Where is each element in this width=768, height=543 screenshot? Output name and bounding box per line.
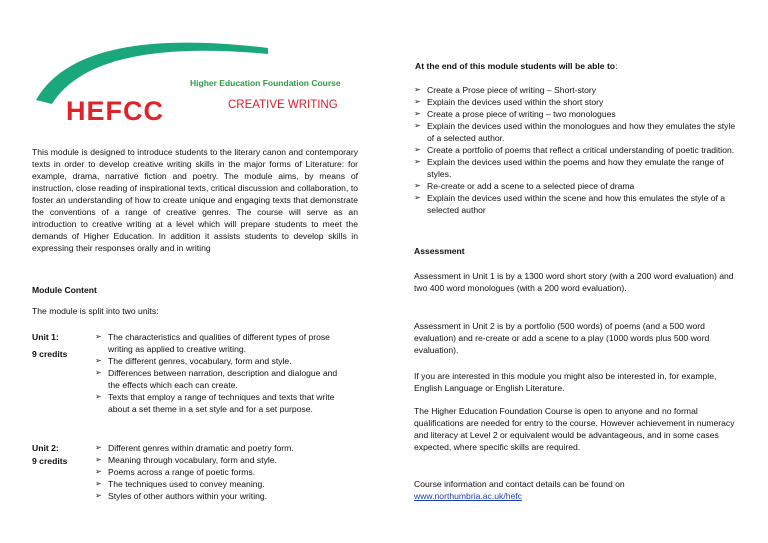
- outcomes-heading: [415, 60, 617, 72]
- arrow-bullet-icon: ➢: [95, 392, 102, 401]
- assessment-heading: Assessment: [414, 246, 465, 256]
- contact-text: Course information and contact details can be found on: [414, 479, 625, 489]
- assessment-unit-2: Assessment in Unit 2 is by a portfolio (500 words) of poems (and a 500 word evaluation) and re-create or add a scene to a play (1000 words plus 500 word evaluation).: [414, 321, 710, 355]
- list-item: ➢ Different genres within dramatic and poetry form.: [95, 443, 294, 453]
- list-item: ➢ Create a Prose piece of writing – Short-story: [414, 85, 597, 95]
- arrow-bullet-icon: ➢: [414, 97, 421, 106]
- unit-2-name: Unit 2:: [32, 443, 59, 453]
- outcomes-heading-text: At the end of this module students will be able to: [415, 61, 616, 71]
- arrow-bullet-icon: ➢: [95, 491, 102, 500]
- arrow-bullet-icon: ➢: [95, 455, 102, 464]
- module-content-heading: Module Content: [32, 285, 97, 295]
- arrow-bullet-icon: ➢: [95, 368, 102, 377]
- arrow-bullet-icon: ➢: [95, 467, 102, 476]
- arrow-bullet-icon: ➢: [414, 121, 421, 130]
- arrow-bullet-icon: ➢: [414, 109, 421, 118]
- list-item: ➢ Explain the devices used within the monologues and how they emulates the style of a selected author.: [414, 121, 736, 143]
- list-item: ➢ Poems across a range of poetic forms.: [95, 467, 256, 477]
- split-text: The module is split into two units:: [32, 306, 159, 316]
- unit-2-list: [95, 442, 345, 502]
- list-item: ➢ Explain the devices used within the short story: [414, 97, 604, 107]
- course-name: Higher Education Foundation Course: [190, 78, 341, 88]
- unit-1-name: Unit 1:: [32, 332, 59, 342]
- logo-text: HEFCC: [66, 96, 164, 126]
- list-item: ➢ Styles of other authors within your writing.: [95, 491, 268, 501]
- unit-1-list: [95, 331, 345, 415]
- list-item: ➢ Create a prose piece of writing – two monologues: [414, 109, 616, 119]
- list-item: ➢ The techniques used to convey meaning.: [95, 479, 265, 489]
- list-item: ➢ Texts that employ a range of techniques and texts that write about a set theme in a set style and for a set purpose.: [95, 392, 335, 414]
- arrow-bullet-icon: ➢: [414, 157, 421, 166]
- arrow-bullet-icon: ➢: [95, 479, 102, 488]
- list-item: ➢ Differences between narration, description and dialogue and the effects which each can create.: [95, 368, 338, 390]
- arrow-bullet-icon: ➢: [95, 332, 102, 341]
- list-item: ➢ Create a portfolio of poems that reflect a critical understanding of poetic tradition.: [414, 145, 735, 155]
- list-item: ➢ Meaning through vocabulary, form and style.: [95, 455, 277, 465]
- contact-link[interactable]: www.northumbria.ac.uk/hefc: [414, 491, 522, 501]
- outcomes-list: [414, 84, 742, 216]
- arrow-bullet-icon: ➢: [414, 85, 421, 94]
- outcomes-heading-colon: :: [615, 61, 618, 71]
- arrow-bullet-icon: ➢: [414, 181, 421, 190]
- interest-text: If you are interested in this module you might also be interested in, for example, English Language or English Literature.: [414, 371, 717, 393]
- assessment-unit-1: Assessment in Unit 1 is by a 1300 word short story (with a 200 word evaluation) and two 400 word monologues (with a 200 word evaluation).: [414, 271, 734, 293]
- list-item: ➢ Explain the devices used within the scene and how this emulates the style of a selected author: [414, 193, 726, 215]
- unit-1-credits: 9 credits: [32, 349, 68, 359]
- list-item: ➢ The characteristics and qualities of different types of prose writing as applied to creative writing.: [95, 332, 330, 354]
- list-item: ➢ Explain the devices used within the poems and how they emulate the range of styles.: [414, 157, 724, 179]
- unit-2-credits: 9 credits: [32, 456, 68, 466]
- arrow-bullet-icon: ➢: [414, 145, 421, 154]
- list-item: ➢ The different genres, vocabulary, form and style.: [95, 356, 292, 366]
- page-title: CREATIVE WRITING: [228, 99, 338, 111]
- list-item: ➢ Re-create or add a scene to a selected piece of drama: [414, 181, 635, 191]
- open-entry-text: The Higher Education Foundation Course is open to anyone and no formal qualifications are needed for entry to the course. However achievement in numeracy and literacy at Level 2 or equivalent would be advantageous, and in some cases expected, where specific skills are required.: [414, 406, 735, 452]
- arrow-bullet-icon: ➢: [95, 443, 102, 452]
- arrow-bullet-icon: ➢: [414, 193, 421, 202]
- intro-paragraph: This module is designed to introduce students to the literary canon and contemporary texts in order to develop creative writing skills in the major forms of Literature: for example, drama, narrative fiction and poetry. The module aims, by means of instruction, close reading of inspirational texts, critical discussion and collaboration, to foster an understanding of how to create unique and engaging texts that demonstrate the conventions of a range of creative genres. The course will serve as an introduction to creative writing at a level which will prepare students to meet the demands of Higher Education. In addition it assists students to develop skills in expressing their responses orally and in writing: [32, 147, 358, 253]
- arrow-bullet-icon: ➢: [95, 356, 102, 365]
